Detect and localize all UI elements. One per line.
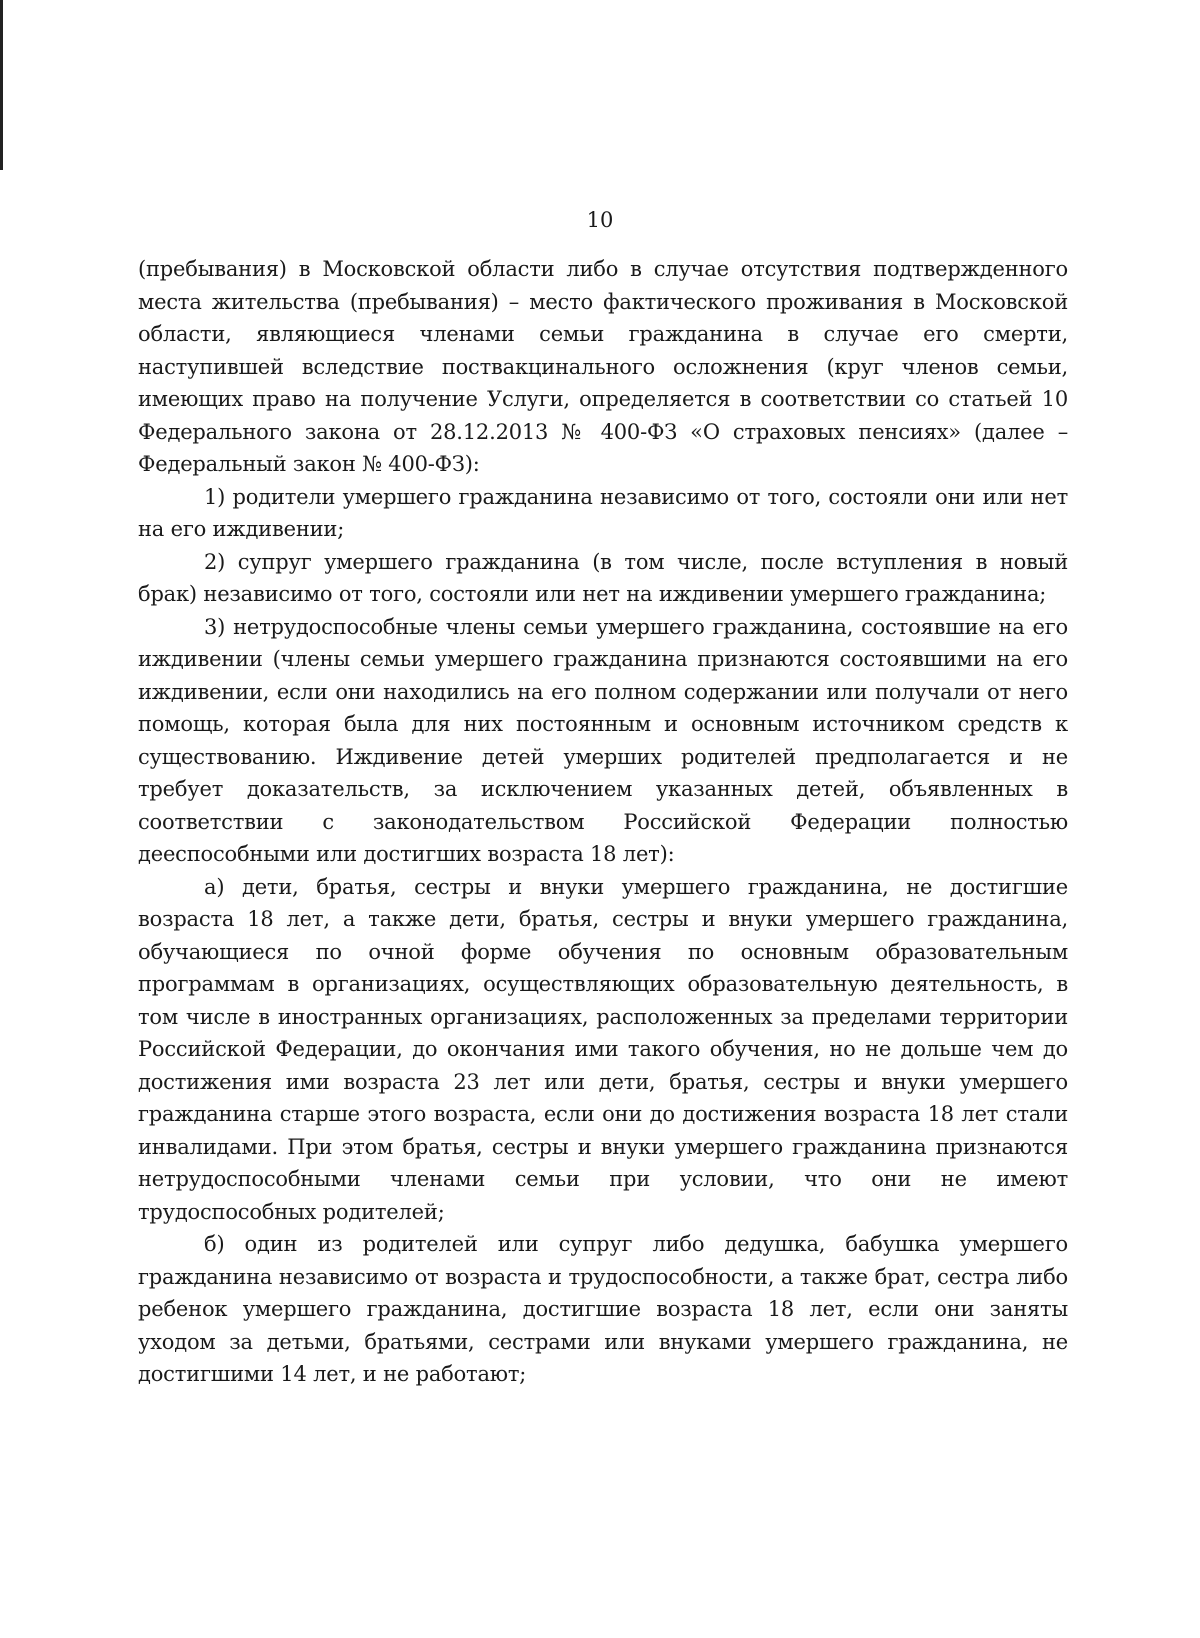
scan-edge-mark — [0, 0, 3, 170]
document-body — [138, 253, 1068, 1391]
paragraph-item-2: 2) супруг умершего гражданина (в том числе, после вступления в новый брак) независимо от того, состояли или нет на иждивении умершего гражданина; — [138, 549, 1068, 606]
paragraph-item-3: 3) нетрудоспособные члены семьи умершего гражданина, состоявшие на его иждивении (члены семьи умершего гражданина признаются состоявшими на его иждивении, если они находились на его полном содержании или получали от него помощь, которая была для них постоянным и основным источником средств к существованию. Иждивение детей умерших родителей предполагается и не требует доказательств, за исключением указанных детей, объявленных в соответствии с законодательством Российской Федерации полностью дееспособными или достигших возраста 18 лет): — [138, 614, 1068, 866]
paragraph-item-1: 1) родители умершего гражданина независимо от того, состояли они или нет на его иждивении; — [138, 484, 1068, 541]
page-number: 10 — [586, 208, 614, 232]
paragraph-subitem-b: б) один из родителей или супруг либо дедушка, бабушка умершего гражданина независимо от возраста и трудоспособности, а также брат, сестра либо ребенок умершего гражданина, достигшие возраста 18 лет, если они заняты уходом за детьми, братьями, сестрами или внуками умершего гражданина, не достигшими 14 лет, и не работают; — [138, 1232, 1068, 1386]
paragraph-subitem-a: а) дети, братья, сестры и внуки умершего гражданина, не достигшие возраста 18 лет, а также дети, братья, сестры и внуки умершего гражданина, обучающиеся по очной форме обучения по основным образовательным программам в организациях, осуществляющих образовательную деятельность, в том числе в иностранных организациях, расположенных за пределами территории Российской Федерации, до окончания ими такого обучения, но не дольше чем до достижения ими возраста 23 лет или дети, братья, сестры и внуки умершего гражданина старше этого возраста, если они до достижения возраста 18 лет стали инвалидами. При этом братья, сестры и внуки умершего гражданина признаются нетрудоспособными членами семьи при условии, что они не имеют трудоспособных родителей; — [138, 874, 1068, 1224]
paragraph-intro: (пребывания) в Московской области либо в случае отсутствия подтвержденного места жительства (пребывания) – место фактического проживания в Московской области, являющиеся членами семьи гражданина в случае его смерти, наступившей вследствие поствакцинального осложнения (круг членов семьи, имеющих право на получение Услуги, определяется в соответствии со статьей 10 Федерального закона от 28.12.2013 № 400-ФЗ «О страховых пенсиях» (далее – Федеральный закон № 400-ФЗ): — [138, 257, 1068, 476]
